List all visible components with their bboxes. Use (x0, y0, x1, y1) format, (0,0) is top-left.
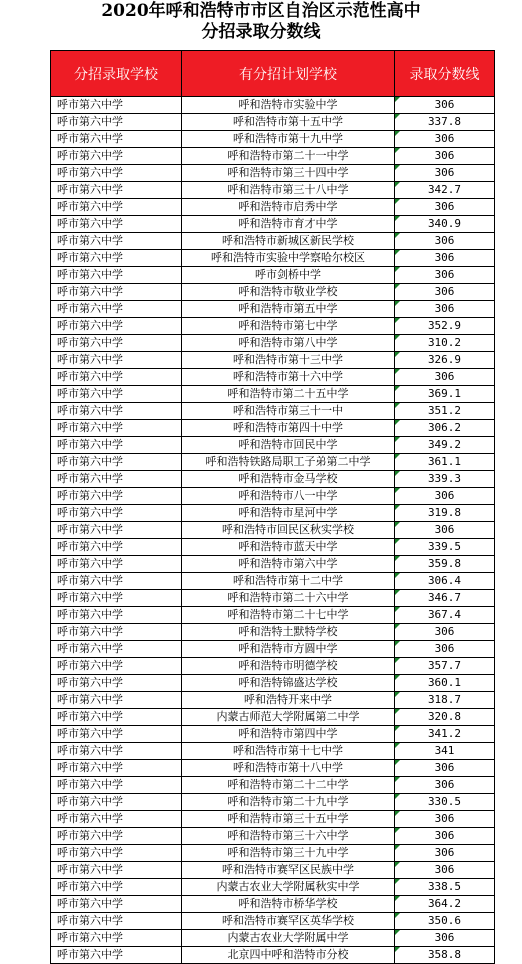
admitting-school-cell: 呼市第六中学 (51, 845, 182, 862)
table-row (51, 233, 495, 250)
score-cell: 306.4 (395, 573, 495, 590)
admitting-school-cell: 呼市第六中学 (51, 454, 182, 471)
admitting-school-cell: 呼市第六中学 (51, 709, 182, 726)
score-cell: 319.8 (395, 505, 495, 522)
table-row (51, 624, 495, 641)
planned-school-cell: 呼和浩特市第三十八中学 (182, 182, 395, 199)
admitting-school-cell: 呼市第六中学 (51, 624, 182, 641)
score-cell: 306 (395, 250, 495, 267)
table-row (51, 301, 495, 318)
table-row (51, 165, 495, 182)
score-cell: 306 (395, 131, 495, 148)
table-row (51, 267, 495, 284)
table-row (51, 114, 495, 131)
table-row (51, 352, 495, 369)
planned-school-cell: 呼和浩特市第十三中学 (182, 352, 395, 369)
admitting-school-cell: 呼市第六中学 (51, 386, 182, 403)
admitting-school-cell: 呼市第六中学 (51, 284, 182, 301)
score-cell: 364.2 (395, 896, 495, 913)
planned-school-cell: 呼和浩特市第十八中学 (182, 760, 395, 777)
table-row (51, 675, 495, 692)
admitting-school-cell: 呼市第六中学 (51, 658, 182, 675)
planned-school-cell: 呼和浩特市启秀中学 (182, 199, 395, 216)
score-cell: 306 (395, 199, 495, 216)
score-cell: 326.9 (395, 352, 495, 369)
score-cell: 318.7 (395, 692, 495, 709)
score-cell: 306 (395, 148, 495, 165)
planned-school-cell: 呼和浩特市第二十七中学 (182, 607, 395, 624)
score-cell: 310.2 (395, 335, 495, 352)
score-cell: 306 (395, 284, 495, 301)
score-cell: 352.9 (395, 318, 495, 335)
planned-school-cell: 呼和浩特市第十五中学 (182, 114, 395, 131)
planned-school-cell: 呼和浩特开来中学 (182, 692, 395, 709)
score-cell: 320.8 (395, 709, 495, 726)
planned-school-cell: 呼和浩特市第三十六中学 (182, 828, 395, 845)
planned-school-cell: 呼和浩特市赛罕区英华学校 (182, 913, 395, 930)
table-row (51, 726, 495, 743)
score-cell: 337.8 (395, 114, 495, 131)
planned-school-cell: 内蒙古农业大学附属中学 (182, 930, 395, 947)
planned-school-cell: 呼和浩特市实验中学 (182, 97, 395, 114)
admitting-school-cell: 呼市第六中学 (51, 471, 182, 488)
admitting-school-cell: 呼市第六中学 (51, 726, 182, 743)
planned-school-cell: 呼和浩特市第二十一中学 (182, 148, 395, 165)
table-row (51, 539, 495, 556)
admitting-school-cell: 呼市第六中学 (51, 896, 182, 913)
table-row (51, 199, 495, 216)
score-cell: 306 (395, 624, 495, 641)
admitting-school-cell: 呼市第六中学 (51, 947, 182, 964)
table-row (51, 488, 495, 505)
score-cell: 306 (395, 97, 495, 114)
score-cell: 306 (395, 641, 495, 658)
planned-school-cell: 呼和浩特市第四中学 (182, 726, 395, 743)
table-row (51, 777, 495, 794)
table-row (51, 318, 495, 335)
admitting-school-cell: 呼市第六中学 (51, 522, 182, 539)
table-row (51, 284, 495, 301)
score-cell: 360.1 (395, 675, 495, 692)
admitting-school-cell: 呼市第六中学 (51, 590, 182, 607)
planned-school-cell: 呼和浩特土默特学校 (182, 624, 395, 641)
planned-school-cell: 呼和浩特市第三十五中学 (182, 811, 395, 828)
table-row (51, 692, 495, 709)
admitting-school-cell: 呼市第六中学 (51, 420, 182, 437)
header-score: 录取分数线 (395, 51, 495, 97)
admitting-school-cell: 呼市第六中学 (51, 233, 182, 250)
score-cell: 346.7 (395, 590, 495, 607)
admitting-school-cell: 呼市第六中学 (51, 930, 182, 947)
score-cell: 306 (395, 267, 495, 284)
admitting-school-cell: 呼市第六中学 (51, 488, 182, 505)
table-header-row (51, 51, 495, 97)
planned-school-cell: 呼和浩特市敬业学校 (182, 284, 395, 301)
table-row (51, 454, 495, 471)
planned-school-cell: 呼和浩特市新城区新民学校 (182, 233, 395, 250)
admitting-school-cell: 呼市第六中学 (51, 607, 182, 624)
admitting-school-cell: 呼市第六中学 (51, 301, 182, 318)
planned-school-cell: 内蒙古师范大学附属第二中学 (182, 709, 395, 726)
document-title-line2: 分招录取分数线 (201, 22, 321, 42)
table-row (51, 590, 495, 607)
admitting-school-cell: 呼市第六中学 (51, 794, 182, 811)
score-cell: 361.1 (395, 454, 495, 471)
admitting-school-cell: 呼市第六中学 (51, 828, 182, 845)
admitting-school-cell: 呼市第六中学 (51, 777, 182, 794)
score-cell: 306 (395, 828, 495, 845)
table-row (51, 913, 495, 930)
score-cell: 359.8 (395, 556, 495, 573)
admitting-school-cell: 呼市第六中学 (51, 641, 182, 658)
score-cell: 351.2 (395, 403, 495, 420)
table-row (51, 930, 495, 947)
planned-school-cell: 呼和浩特市方圆中学 (182, 641, 395, 658)
table-row (51, 862, 495, 879)
planned-school-cell: 呼和浩特市第二十五中学 (182, 386, 395, 403)
table-row (51, 386, 495, 403)
planned-school-cell: 呼和浩特市金马学校 (182, 471, 395, 488)
table-row (51, 743, 495, 760)
admitting-school-cell: 呼市第六中学 (51, 216, 182, 233)
score-cell: 306 (395, 811, 495, 828)
table-row (51, 420, 495, 437)
score-cell: 330.5 (395, 794, 495, 811)
header-planned-school: 有分招计划学校 (182, 51, 395, 97)
score-cell: 339.5 (395, 539, 495, 556)
planned-school-cell: 呼和浩特市第二十六中学 (182, 590, 395, 607)
planned-school-cell: 呼和浩特市第十六中学 (182, 369, 395, 386)
table-row (51, 471, 495, 488)
score-cell: 340.9 (395, 216, 495, 233)
admitting-school-cell: 呼市第六中学 (51, 913, 182, 930)
admitting-school-cell: 呼市第六中学 (51, 437, 182, 454)
table-row (51, 845, 495, 862)
table-row (51, 403, 495, 420)
score-cell: 306.2 (395, 420, 495, 437)
admitting-school-cell: 呼市第六中学 (51, 505, 182, 522)
planned-school-cell: 呼和浩特市第四十中学 (182, 420, 395, 437)
planned-school-cell: 呼和浩特锦盛达学校 (182, 675, 395, 692)
table-row (51, 709, 495, 726)
table-row (51, 879, 495, 896)
admitting-school-cell: 呼市第六中学 (51, 352, 182, 369)
planned-school-cell: 呼市剑桥中学 (182, 267, 395, 284)
table-body (51, 97, 495, 964)
table-row (51, 658, 495, 675)
score-cell: 306 (395, 777, 495, 794)
table-row (51, 369, 495, 386)
planned-school-cell: 内蒙古农业大学附属秋实中学 (182, 879, 395, 896)
planned-school-cell: 呼和浩特市第七中学 (182, 318, 395, 335)
score-cell: 338.5 (395, 879, 495, 896)
table-row (51, 947, 495, 964)
admitting-school-cell: 呼市第六中学 (51, 250, 182, 267)
document-title-line1: 2020年呼和浩特市市区自治区示范性高中 (101, 1, 421, 21)
admitting-school-cell: 呼市第六中学 (51, 131, 182, 148)
table-row (51, 437, 495, 454)
table-row (51, 794, 495, 811)
score-cell: 369.1 (395, 386, 495, 403)
admitting-school-cell: 呼市第六中学 (51, 879, 182, 896)
table-row (51, 896, 495, 913)
admitting-school-cell: 呼市第六中学 (51, 743, 182, 760)
score-cell: 306 (395, 301, 495, 318)
admitting-school-cell: 呼市第六中学 (51, 760, 182, 777)
admitting-school-cell: 呼市第六中学 (51, 267, 182, 284)
admitting-school-cell: 呼市第六中学 (51, 318, 182, 335)
table-row (51, 522, 495, 539)
admitting-school-cell: 呼市第六中学 (51, 692, 182, 709)
admitting-school-cell: 呼市第六中学 (51, 539, 182, 556)
table-row (51, 573, 495, 590)
table-row (51, 182, 495, 199)
planned-school-cell: 呼和浩特市第十九中学 (182, 131, 395, 148)
planned-school-cell: 呼和浩特市回民中学 (182, 437, 395, 454)
planned-school-cell: 呼和浩特市星河中学 (182, 505, 395, 522)
planned-school-cell: 呼和浩特市第三十一中 (182, 403, 395, 420)
score-cell: 306 (395, 760, 495, 777)
planned-school-cell: 呼和浩特市回民区秋实学校 (182, 522, 395, 539)
planned-school-cell: 呼和浩特市第十七中学 (182, 743, 395, 760)
admitting-school-cell: 呼市第六中学 (51, 811, 182, 828)
planned-school-cell: 呼和浩特市第二十二中学 (182, 777, 395, 794)
admitting-school-cell: 呼市第六中学 (51, 97, 182, 114)
score-cell: 339.3 (395, 471, 495, 488)
table-row (51, 811, 495, 828)
admitting-school-cell: 呼市第六中学 (51, 369, 182, 386)
table-row (51, 335, 495, 352)
planned-school-cell: 呼和浩特市桥华学校 (182, 896, 395, 913)
admitting-school-cell: 呼市第六中学 (51, 573, 182, 590)
admitting-school-cell: 呼市第六中学 (51, 199, 182, 216)
admitting-school-cell: 呼市第六中学 (51, 335, 182, 352)
admitting-school-cell: 呼市第六中学 (51, 403, 182, 420)
table-row (51, 250, 495, 267)
table-row (51, 641, 495, 658)
planned-school-cell: 呼和浩特市第二十九中学 (182, 794, 395, 811)
planned-school-cell: 呼和浩特市第八中学 (182, 335, 395, 352)
score-cell: 306 (395, 862, 495, 879)
table-row (51, 148, 495, 165)
score-cell: 341.2 (395, 726, 495, 743)
planned-school-cell: 呼和浩特市育才中学 (182, 216, 395, 233)
score-cell: 349.2 (395, 437, 495, 454)
admitting-school-cell: 呼市第六中学 (51, 862, 182, 879)
table-row (51, 131, 495, 148)
score-cell: 357.7 (395, 658, 495, 675)
admission-score-table (50, 50, 495, 964)
planned-school-cell: 呼和浩特市第五中学 (182, 301, 395, 318)
planned-school-cell: 北京四中呼和浩特市分校 (182, 947, 395, 964)
planned-school-cell: 呼和浩特市实验中学察哈尔校区 (182, 250, 395, 267)
score-cell: 350.6 (395, 913, 495, 930)
admitting-school-cell: 呼市第六中学 (51, 148, 182, 165)
score-cell: 306 (395, 233, 495, 250)
score-cell: 306 (395, 930, 495, 947)
score-cell: 306 (395, 522, 495, 539)
admitting-school-cell: 呼市第六中学 (51, 556, 182, 573)
score-cell: 358.8 (395, 947, 495, 964)
table-row (51, 505, 495, 522)
header-admitting-school: 分招录取学校 (51, 51, 182, 97)
table-row (51, 607, 495, 624)
table-row (51, 828, 495, 845)
score-cell: 306 (395, 369, 495, 386)
score-cell: 306 (395, 845, 495, 862)
admitting-school-cell: 呼市第六中学 (51, 675, 182, 692)
planned-school-cell: 呼和浩特市明德学校 (182, 658, 395, 675)
score-cell: 306 (395, 488, 495, 505)
table-row (51, 556, 495, 573)
score-cell: 342.7 (395, 182, 495, 199)
table-row (51, 216, 495, 233)
score-cell: 306 (395, 165, 495, 182)
table-row (51, 760, 495, 777)
planned-school-cell: 呼和浩特铁路局职工子弟第二中学 (182, 454, 395, 471)
admitting-school-cell: 呼市第六中学 (51, 165, 182, 182)
planned-school-cell: 呼和浩特市八一中学 (182, 488, 395, 505)
planned-school-cell: 呼和浩特市第三十九中学 (182, 845, 395, 862)
planned-school-cell: 呼和浩特市蓝天中学 (182, 539, 395, 556)
planned-school-cell: 呼和浩特市赛罕区民族中学 (182, 862, 395, 879)
planned-school-cell: 呼和浩特市第十二中学 (182, 573, 395, 590)
score-cell: 341 (395, 743, 495, 760)
admitting-school-cell: 呼市第六中学 (51, 114, 182, 131)
score-cell: 367.4 (395, 607, 495, 624)
table-row (51, 97, 495, 114)
admitting-school-cell: 呼市第六中学 (51, 182, 182, 199)
planned-school-cell: 呼和浩特市第三十四中学 (182, 165, 395, 182)
planned-school-cell: 呼和浩特市第六中学 (182, 556, 395, 573)
